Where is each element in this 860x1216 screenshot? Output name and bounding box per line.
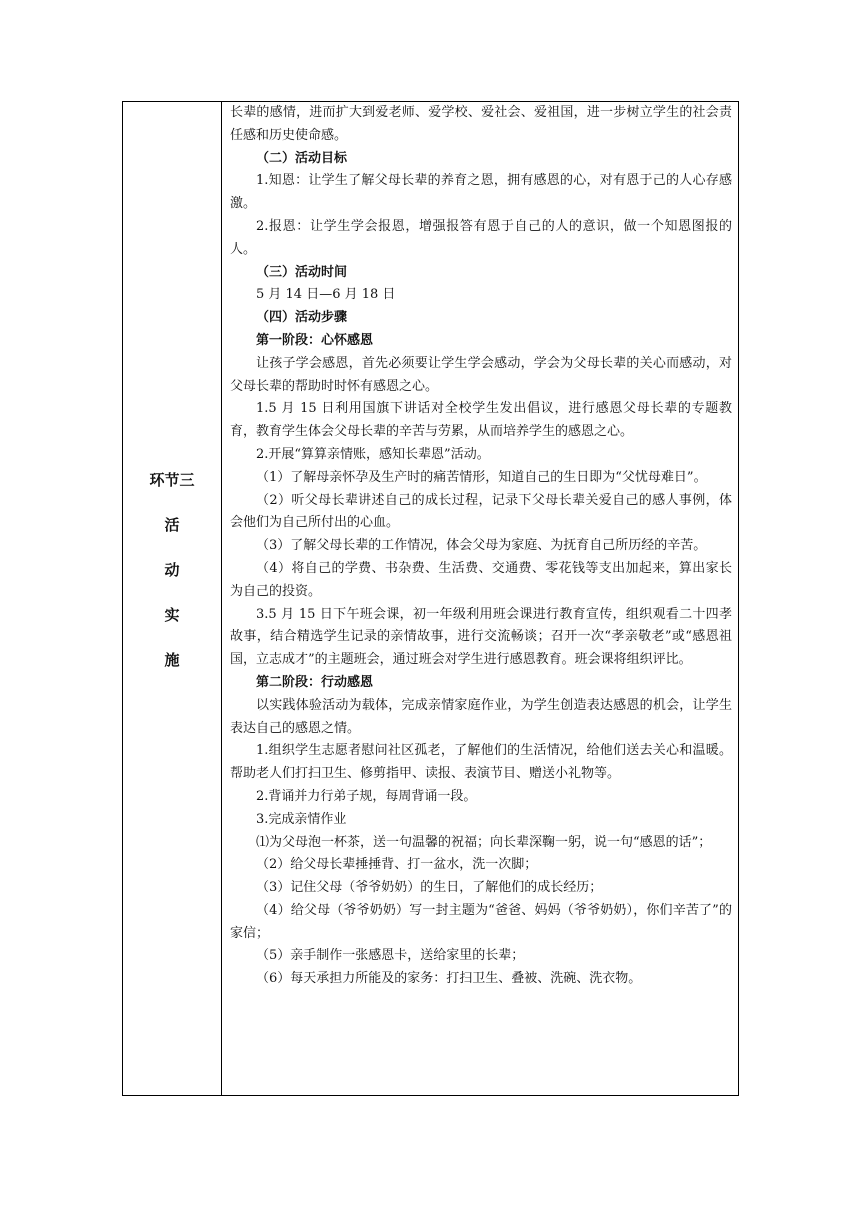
- content-cell: [230, 102, 732, 991]
- paragraph: 3.完成亲情作业: [256, 811, 347, 827]
- paragraph: （1）了解母亲怀孕及生产时的痛苦情形，知道自己的生日即为“父忧母难日”。: [256, 469, 707, 485]
- paragraph: （3）了解父母长辈的工作情况，体会父母为家庭、为抚育自己所历经的辛苦。: [256, 538, 707, 554]
- section-subtitle-char: 活: [164, 516, 180, 534]
- stage-heading: 第一阶段：心怀感恩: [256, 332, 374, 348]
- paragraph: （4）将自己的学费、书杂费、生活费、交通费、零花钱等支出加起来，算出家长为自己的投资。: [230, 560, 732, 599]
- paragraph: （2）听父母长辈讲述自己的成长过程，记录下父母长辈关爱自己的感人事例，体会他们为自己所付出的心血。: [230, 492, 732, 531]
- paragraph: 1.组织学生志愿者慰问社区孤老，了解他们的生活情况，给他们送去关心和温暖。帮助老人们打扫卫生、修剪指甲、读报、表演节目、赠送小礼物等。: [230, 743, 732, 782]
- paragraph: 2.背诵并力行弟子规，每周背诵一段。: [256, 788, 477, 804]
- paragraph: 以实践体验活动为载体，完成亲情家庭作业，为学生创造表达感恩的机会，让学生表达自己的感恩之情。: [230, 697, 732, 736]
- paragraph: 2.报恩：让学生学会报恩，增强报答有恩于自己的人的意识，做一个知恩图报的人。: [230, 218, 732, 257]
- paragraph: 2.开展“算算亲情账，感知长辈恩”活动。: [256, 446, 490, 462]
- subheading: （三）活动时间: [256, 264, 348, 280]
- subheading: （四）活动步骤: [256, 310, 348, 326]
- paragraph: 1.知恩：让学生了解父母长辈的养育之恩，拥有感恩的心，对有恩于己的人心存感激。: [230, 173, 732, 212]
- section-title: 环节三: [149, 471, 195, 489]
- paragraph: ⑴为父母泡一杯茶，送一句温馨的祝福；向长辈深鞠一躬，说一句“感恩的话”；: [256, 834, 712, 850]
- paragraph: （6）每天承担力所能及的家务：打扫卫生、叠被、洗碗、洗衣物。: [256, 971, 642, 987]
- stage-heading: 第二阶段：行动感恩: [256, 674, 374, 690]
- section-subtitle-char: 施: [164, 651, 180, 669]
- paragraph: 3.5 月 15 日下午班会课，初一年级利用班会课进行教育宣传，组织观看二十四孝故事，结合精选学生记录的亲情故事，进行交流畅谈；召开一次“孝亲敬老”或“感恩祖国，立志成才”的主题班会，通过班会对学生进行感恩教育。班会课将组织评比。: [230, 606, 732, 668]
- activity-table: [122, 101, 739, 1096]
- paragraph: （5）亲手制作一张感恩卡，送给家里的长辈；: [256, 948, 525, 964]
- section-subtitle-char: 动: [164, 561, 180, 579]
- paragraph: 让孩子学会感恩，首先必须要让学生学会感动，学会为父母长辈的关心而感动，对父母长辈的帮助时时怀有感恩之心。: [230, 355, 732, 394]
- paragraph: （4）给父母（爷爷奶奶）写一封主题为“爸爸、妈妈（爷爷奶奶），你们辛苦了”的家信；: [230, 902, 732, 941]
- section-subtitle-char: 实: [164, 606, 180, 624]
- paragraph: （2）给父母长辈捶捶背、打一盆水，洗一次脚；: [256, 857, 538, 873]
- paragraph: 5 月 14 日—6 月 18 日: [256, 287, 396, 303]
- paragraph: （3）记住父母（爷爷奶奶）的生日，了解他们的成长经历；: [256, 880, 603, 896]
- column-divider: [221, 102, 222, 1095]
- paragraph: 长辈的感情，进而扩大到爱老师、爱学校、爱社会、爱祖国，进一步树立学生的社会责任感和历史使命感。: [230, 105, 732, 143]
- subheading: （二）活动目标: [256, 150, 348, 166]
- section-label-cell: [123, 102, 221, 1095]
- paragraph: 1.5 月 15 日利用国旗下讲话对全校学生发出倡议，进行感恩父母长辈的专题教育，教育学生体会父母长辈的辛苦与劳累，从而培养学生的感恩之心。: [230, 401, 732, 440]
